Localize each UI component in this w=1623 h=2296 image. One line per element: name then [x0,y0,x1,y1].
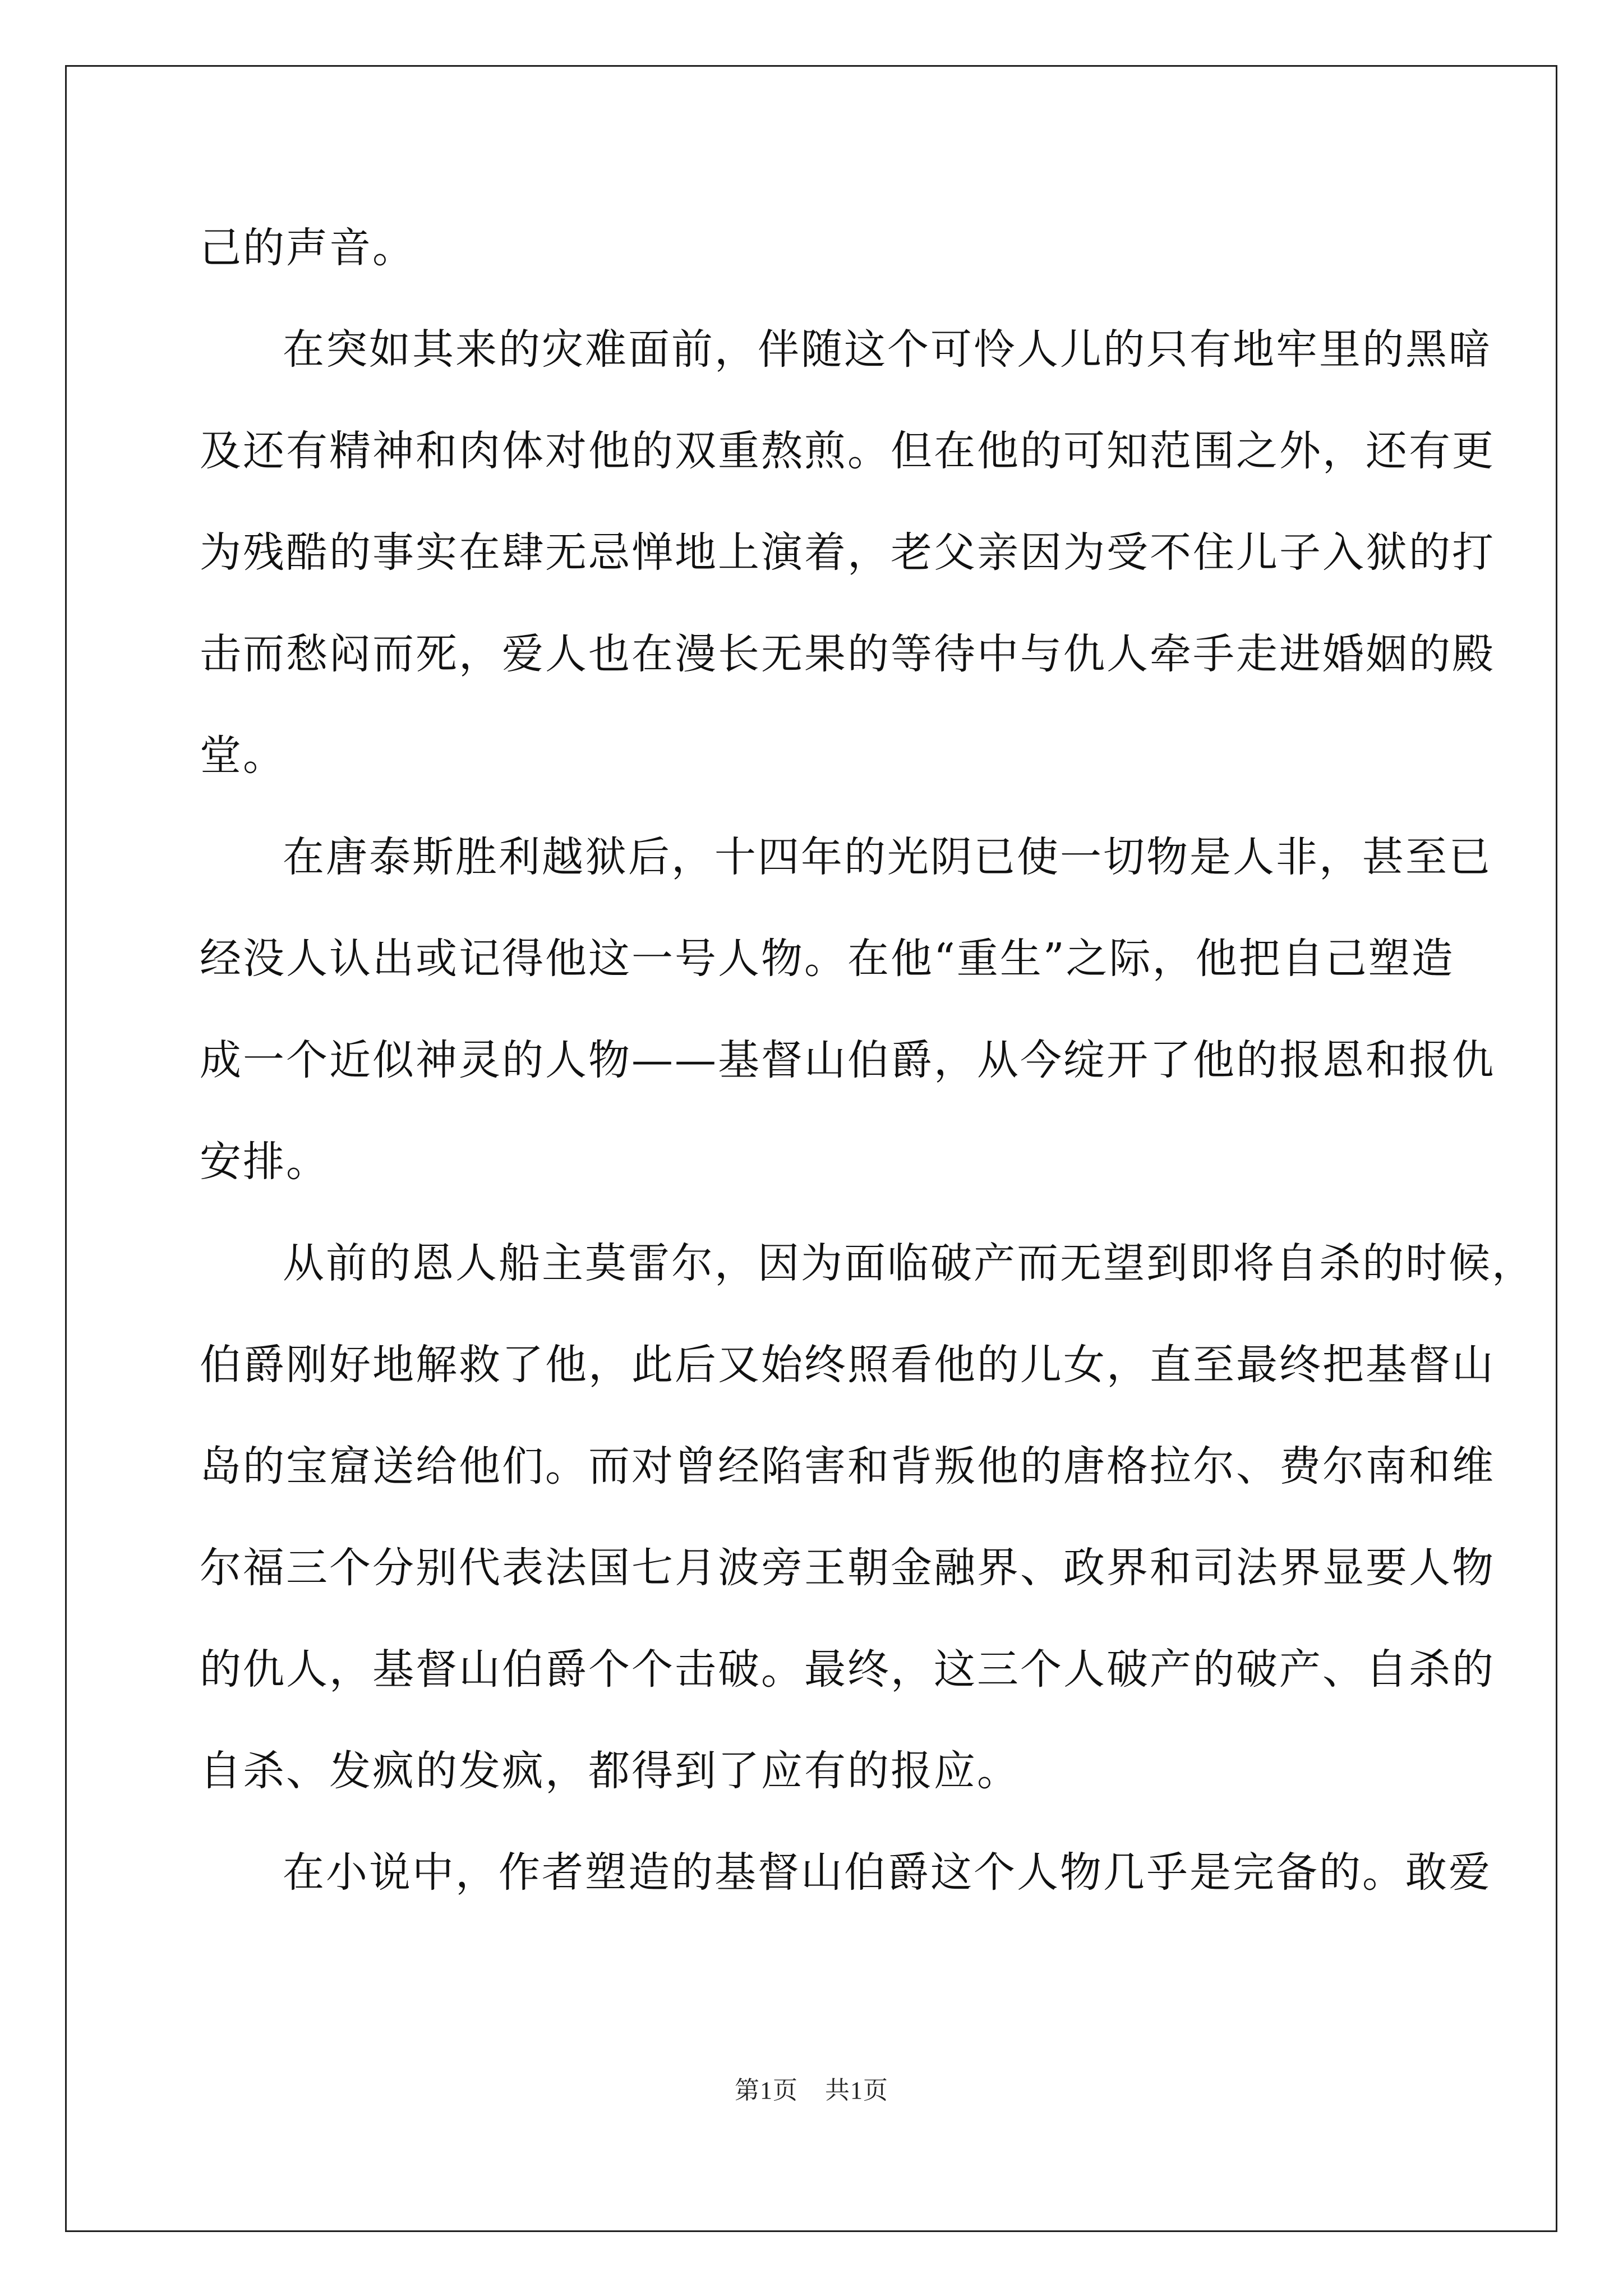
text-line: 及还有精神和肉体对他的双重熬煎。但在他的可知范围之外，还有更 [200,427,1495,475]
text-line: 在唐泰斯胜利越狱后，十四年的光阴已使一切物是人非，甚至已 [283,833,1492,881]
page-footer [0,2070,1623,2106]
text-line: 伯爵刚好地解救了他，此后又始终照看他的儿女，直至最终把基督山 [200,1341,1495,1389]
text-line: 安排。 [200,1138,329,1186]
text-line: 的仇人，基督山伯爵个个击破。最终，这三个人破产的破产、自杀的 [200,1645,1495,1694]
document-body [200,197,1535,1924]
paragraph [200,197,1433,299]
text-line: 成一个近似神灵的人物——基督山伯爵，从今绽开了他的报恩和报仇 [200,1036,1495,1084]
page-number-label: 第1页 [735,2077,798,2104]
paragraph [200,1213,1535,1822]
text-line: 己的声音。 [200,224,416,272]
text-line: 击而愁闷而死，爱人也在漫长无果的等待中与仇人牵手走进婚姻的殿 [200,630,1495,678]
text-line: 从前的恩人船主莫雷尔，因为面临破产而无望到即将自杀的时候， [283,1239,1535,1287]
text-line: 尔福三个分别代表法国七月波旁王朝金融界、政界和司法界显要人物 [200,1544,1495,1592]
text-line: 经没人认出或记得他这一号人物。在他“重生”之际，他把自己塑造 [200,935,1455,983]
text-line: 岛的宝窟送给他们。而对曾经陷害和背叛他的唐格拉尔、费尔南和维 [200,1442,1495,1490]
paragraph [200,1822,1492,1924]
paragraph [200,299,1495,807]
text-line: 堂。 [200,731,286,780]
text-line: 在突如其来的灾难面前，伴随这个可怜人儿的只有地牢里的黑暗 [283,325,1492,374]
paragraph [200,807,1495,1213]
text-line: 在小说中，作者塑造的基督山伯爵这个人物几乎是完备的。敢爱 [283,1848,1492,1897]
page-total-label: 共1页 [825,2077,888,2104]
text-line: 自杀、发疯的发疯，都得到了应有的报应。 [200,1747,1020,1795]
text-line: 为残酷的事实在肆无忌惮地上演着，老父亲因为受不住儿子入狱的打 [200,528,1495,577]
